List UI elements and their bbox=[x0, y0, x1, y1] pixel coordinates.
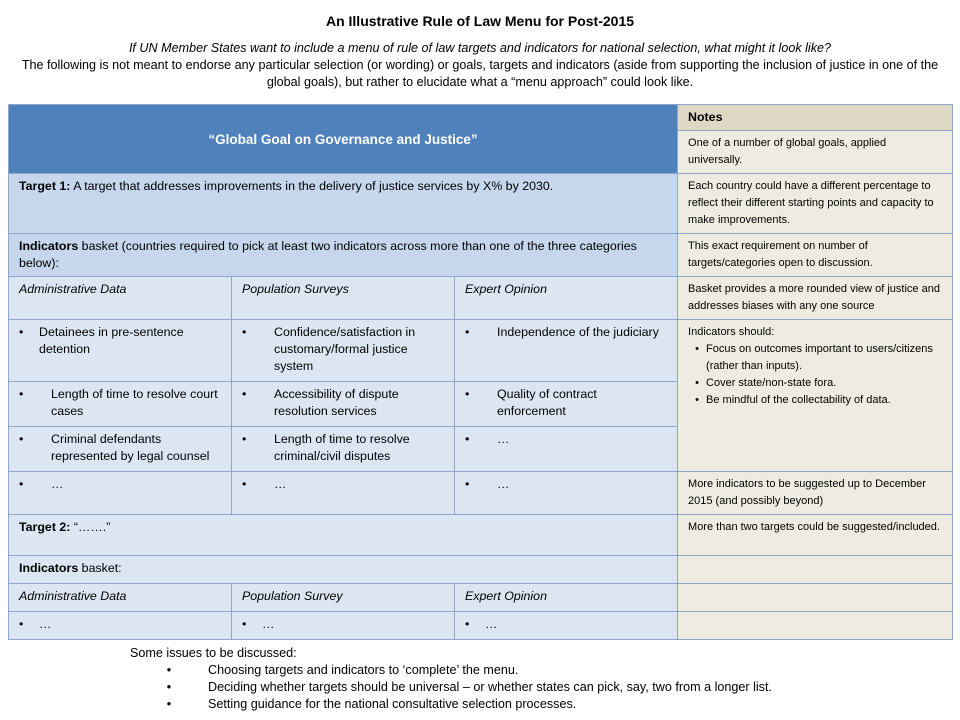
category-cell: Population Surveys bbox=[232, 277, 455, 320]
indicator-cell: • Confidence/satisfaction in customary/formal justice system bbox=[232, 320, 455, 382]
indicators2-row bbox=[9, 556, 953, 584]
indicator-cell: • … bbox=[232, 472, 455, 515]
indicator-cell: • … bbox=[455, 427, 678, 472]
bullet-icon: • bbox=[19, 432, 24, 446]
indicators1-label: Indicators bbox=[19, 239, 79, 253]
bullet-icon: • bbox=[465, 325, 470, 339]
goal-cell: “Global Goal on Governance and Justice” bbox=[9, 105, 678, 174]
category-cell: Administrative Data bbox=[9, 277, 232, 320]
target2-cell bbox=[9, 515, 678, 556]
bullet-icon: • bbox=[695, 377, 699, 389]
intro-question: If UN Member States want to include a menu of rule of law targets and indicators for national selection, what might it look like? bbox=[128, 41, 832, 55]
target1-row bbox=[9, 174, 953, 234]
target2-label: Target 2: bbox=[19, 520, 71, 534]
category-cell: Population Survey bbox=[232, 584, 455, 612]
indicator-cell: • … bbox=[9, 612, 232, 640]
indicator-cell: • Length of time to resolve criminal/civil disputes bbox=[232, 427, 455, 472]
list-item: • Focus on outcomes important to users/citizens (rather than inputs). bbox=[688, 341, 942, 375]
indicators1-text: basket (countries required to pick at least two indicators across more than one of the three categories below): bbox=[19, 239, 637, 270]
indicator-cell: • Criminal defendants represented by legal counsel bbox=[9, 427, 232, 472]
indicator-row bbox=[9, 472, 953, 515]
bullet-icon: • bbox=[19, 387, 24, 401]
indicator-cell: • Quality of contract enforcement bbox=[455, 382, 678, 427]
bullet-icon: • bbox=[242, 325, 247, 339]
note-empty bbox=[678, 556, 953, 584]
list-item: • Choosing targets and indicators to ‘complete’ the menu. bbox=[130, 662, 772, 679]
target2-row bbox=[9, 515, 953, 556]
indicator-cell: • … bbox=[9, 472, 232, 515]
list-item: • Cover state/non-state fora. bbox=[688, 375, 942, 392]
intro-body: The following is not meant to endorse any particular selection (or wording) or goals, targets and indicators (aside from supporting the inclusion of justice in one of the global goals), but rather to elucidate what a “menu approach” could look like. bbox=[21, 58, 939, 89]
indicator-cell: • … bbox=[455, 472, 678, 515]
rule-of-law-menu-table bbox=[8, 104, 953, 640]
bullet-icon: • bbox=[166, 680, 172, 694]
list-item: • Deciding whether targets should be universal – or whether states can pick, say, two from a longer list. bbox=[130, 679, 772, 696]
category-cell: Administrative Data bbox=[9, 584, 232, 612]
target1-cell bbox=[9, 174, 678, 234]
goal-row bbox=[9, 105, 953, 131]
note-empty bbox=[678, 584, 953, 612]
categories1-row bbox=[9, 277, 953, 320]
bullet-icon: • bbox=[242, 432, 247, 446]
note-goal: One of a number of global goals, applied universally. bbox=[678, 131, 953, 174]
page-title: An Illustrative Rule of Law Menu for Post-2015 bbox=[325, 13, 635, 29]
indicator-cell: • Length of time to resolve court cases bbox=[9, 382, 232, 427]
list-item: • Be mindful of the collectability of data. bbox=[688, 392, 942, 409]
indicators2-label: Indicators bbox=[19, 561, 79, 575]
bullet-icon: • bbox=[19, 325, 24, 339]
bullet-icon: • bbox=[166, 697, 172, 711]
issues-heading: Some issues to be discussed: bbox=[130, 646, 297, 660]
intro bbox=[20, 40, 940, 91]
bullet-icon: • bbox=[465, 617, 470, 631]
target2-text: “…….” bbox=[73, 520, 111, 534]
category-cell: Expert Opinion bbox=[455, 277, 678, 320]
note-categories: Basket provides a more rounded view of justice and addresses biases with any one source bbox=[678, 277, 953, 320]
bullet-icon: • bbox=[19, 477, 24, 491]
indicator-cell: • Independence of the judiciary bbox=[455, 320, 678, 382]
note-target2: More than two targets could be suggested/included. bbox=[678, 515, 953, 556]
indicators2-cell bbox=[9, 556, 678, 584]
indicator-cell: • … bbox=[232, 612, 455, 640]
issues-section bbox=[130, 645, 772, 713]
indicators-should-list bbox=[688, 341, 942, 409]
bullet-icon: • bbox=[695, 343, 699, 355]
bullet-icon: • bbox=[242, 477, 247, 491]
note-target1: Each country could have a different percentage to reflect their different starting points and capacity to make improvements. bbox=[678, 174, 953, 234]
bullet-icon: • bbox=[465, 387, 470, 401]
indicator-cell: • … bbox=[455, 612, 678, 640]
indicators1-cell bbox=[9, 234, 678, 277]
bullet-icon: • bbox=[242, 387, 247, 401]
note-indicators: This exact requirement on number of targets/categories open to discussion. bbox=[678, 234, 953, 277]
note-indicators-should bbox=[678, 320, 953, 472]
bullet-icon: • bbox=[465, 432, 470, 446]
indicator-row bbox=[9, 612, 953, 640]
note-empty bbox=[678, 612, 953, 640]
bullet-icon: • bbox=[695, 394, 699, 406]
bullet-icon: • bbox=[166, 663, 172, 677]
categories2-row bbox=[9, 584, 953, 612]
indicator-cell: • Detainees in pre-sentence detention bbox=[9, 320, 232, 382]
bullet-icon: • bbox=[242, 617, 247, 631]
category-cell: Expert Opinion bbox=[455, 584, 678, 612]
bullet-icon: • bbox=[19, 617, 24, 631]
indicators-should-heading: Indicators should: bbox=[688, 326, 775, 338]
bullet-icon: • bbox=[465, 477, 470, 491]
list-item: • Setting guidance for the national consultative selection processes. bbox=[130, 696, 772, 713]
indicator-row bbox=[9, 320, 953, 382]
indicators1-row bbox=[9, 234, 953, 277]
indicator-cell: • Accessibility of dispute resolution services bbox=[232, 382, 455, 427]
target1-text: A target that addresses improvements in the delivery of justice services by X% by 2030. bbox=[73, 179, 554, 193]
notes-header: Notes bbox=[678, 105, 953, 131]
target1-label: Target 1: bbox=[19, 179, 71, 193]
indicators2-text: basket: bbox=[81, 561, 122, 575]
note-more-indicators: More indicators to be suggested up to December 2015 (and possibly beyond) bbox=[678, 472, 953, 515]
